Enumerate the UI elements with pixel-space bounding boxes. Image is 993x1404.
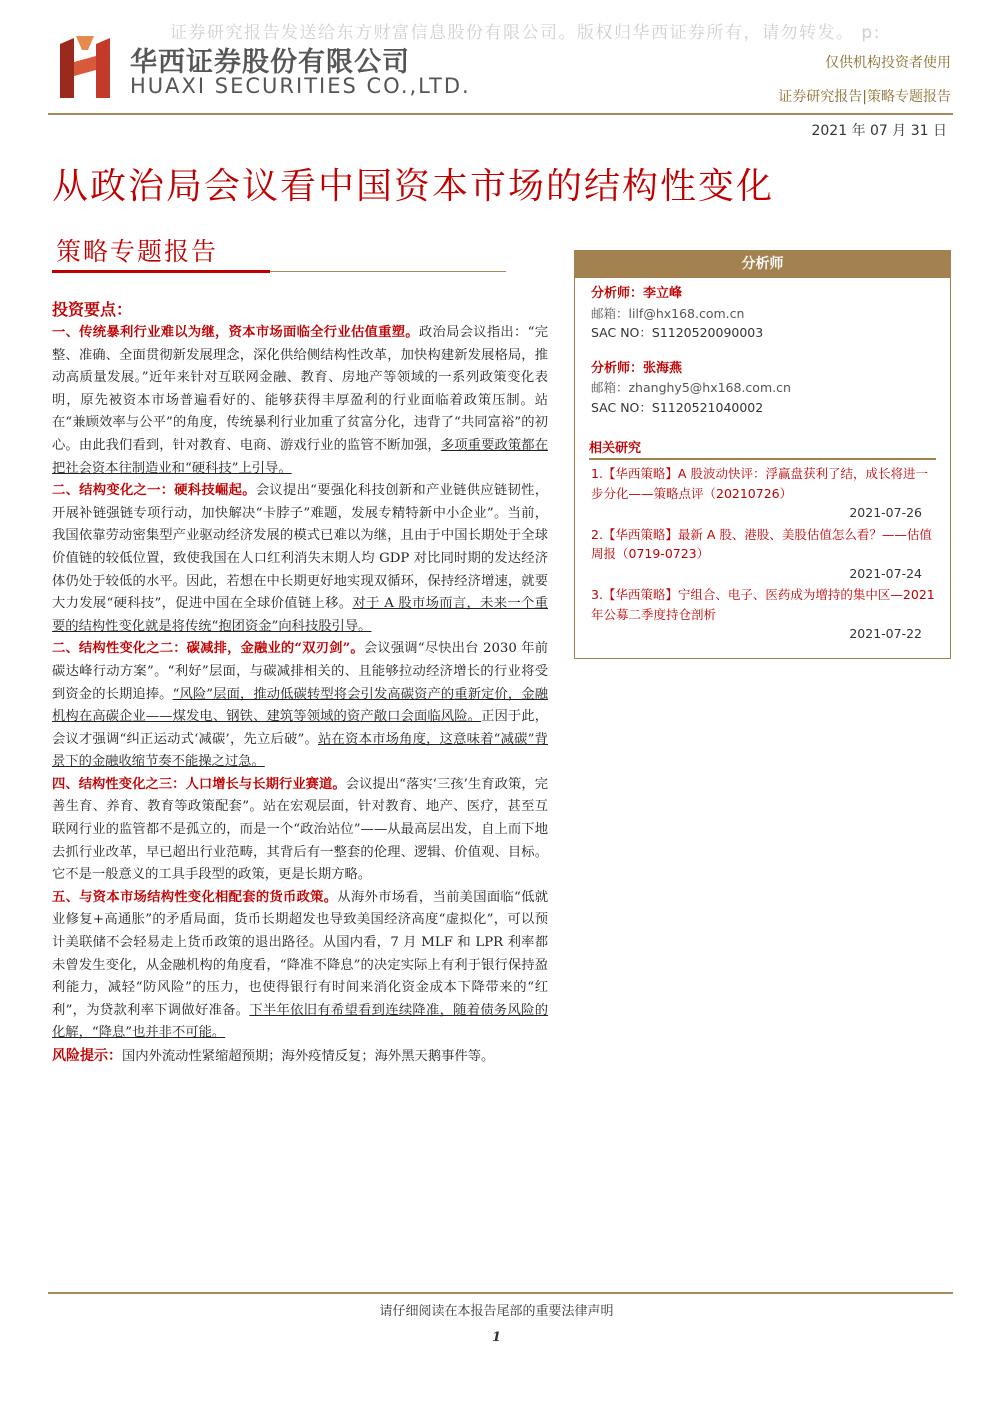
- related-research-list: [575, 460, 950, 658]
- point-2: [52, 480, 548, 638]
- company-name-en: HUAXI SECURITIES CO.,LTD.: [130, 74, 471, 98]
- key-points-title: 投资要点：: [52, 300, 133, 319]
- watermark-text: 证券研究报告发送给东方财富信息股份有限公司。版权归华西证券所有，请勿转发。 p:: [170, 23, 881, 43]
- related-item-date: 2021-07-22: [849, 626, 922, 641]
- related-item[interactable]: 2.【华西策略】最新 A 股、港股、美股估值怎么看？——估值周报（0719-0723）: [591, 526, 932, 561]
- sidebar-box: [574, 278, 951, 659]
- section-rule-red: [52, 270, 270, 273]
- point-1-body: 政治局会议指出：“完整、准确、全面贯彻新发展理念，深化供给侧结构性改革，加快构建新发展格局，推动高质量发展。”近年来针对互联网金融、教育、房地产等领域的一系列政策变化表明，原先被资本市场普遍看好的、能够获得丰厚盈利的行业面临着政策压制。站在“兼顾效率与公平”的角度，传统暴利行业加重了贫富分化，违背了“共同富裕”的初心。由此我们看到，针对教育、电商、游戏行业的监管不断加强，: [52, 325, 548, 453]
- main-column: [52, 298, 548, 1069]
- point-4-heading: 四、结构性变化之三：人口增长与长期行业赛道。: [52, 776, 346, 792]
- header-divider: [48, 113, 953, 115]
- analyst-email[interactable]: 邮箱：lilf@hx168.com.cn: [591, 305, 745, 321]
- point-3-highlight-2: 站在资本市场角度，这意味着“减碳”背景下的金融收缩节奏不能操之过急。: [52, 731, 548, 770]
- point-2-body: 会议提出“要强化科技创新和产业链供应链韧性，开展补链强链专项行动，加快解决“卡脖子”难题，发展专精特新中小企业”。当前，我国依靠劳动密集型产业驱动经济发展的模式已难以为继，且由于中国长期处于全球价值链的较低位置，致使我国在人口红利消失末期人均 GDP 对比同时期的发达经济体仍处于较低的水平。因此，若想在中长期更好地实现双循环，保持经济增速，就要大力发展“硬科技”，促进中国在全球价值链上移。: [52, 483, 548, 612]
- point-1: [52, 322, 548, 480]
- related-item-date: 2021-07-24: [849, 565, 922, 581]
- point-5: [52, 887, 548, 1045]
- analyst-sac: SAC NO：S1120521040002: [591, 399, 764, 415]
- analyst-name: 分析师：李立峰: [591, 286, 683, 301]
- analyst-sac: SAC NO：S1120520090003: [591, 325, 764, 340]
- risk-label: 风险提示：: [52, 1048, 122, 1064]
- legal-note: 请仔细阅读在本报告尾部的重要法律声明: [379, 1304, 614, 1319]
- section-label: 策略专题报告: [56, 237, 219, 266]
- analyst-email[interactable]: 邮箱：zhanghy5@hx168.com.cn: [591, 380, 791, 395]
- point-3-highlight-1: “风险”层面，推动低碳转型将会引发高碳资产的重新定价，金融机构在高碳企业——煤发电、钢铁、建筑等领域的资产敞口会面临风险。: [52, 686, 548, 725]
- sidebar: [574, 250, 951, 659]
- point-3-body-2: 正因于此，会议才强调“纠正运动式‘减碳’，先立后破”。: [52, 709, 549, 747]
- audience-note: 仅供机构投资者使用: [825, 55, 951, 71]
- point-5-body: 从海外市场看，当前美国面临“低就业修复+高通胀”的矛盾局面，货币长期超发也导致美国经济高度“虚拟化”，可以预计美联储不会轻易走上货币政策的退出路径。从国内看，7 月 MLF 和 LPR 利率都未曾发生变化，从金融机构的角度看，“降准不降息”的决定实际上有利于银行保持盈利能力，减轻“防风险”的压力，也使得银行有时间来消化资金成本下降带来的“红利”，为贷款利率下调做好准备。: [52, 889, 548, 1018]
- page-number: 1: [491, 1330, 502, 1345]
- related-item-date: 2021-07-26: [849, 505, 922, 520]
- section-rule-gold: [270, 271, 506, 272]
- related-item[interactable]: 3.【华西策略】宁组合、电子、医药成为增持的集中区—2021 年公募二季度持仓剖析: [591, 587, 935, 622]
- point-2-highlight: 对于 A 股市场而言，未来一个重要的结构性变化就是将传统“抱团资金”向科技股引导。: [52, 596, 548, 634]
- point-4: [52, 774, 548, 887]
- point-3: [52, 638, 548, 774]
- analyst-header: 分析师: [574, 250, 951, 278]
- report-date: 2021 年 07 月 31 日: [811, 123, 947, 139]
- point-3-heading: 二、结构性变化之二：碳减排，金融业的“双刃剑”。: [52, 641, 364, 657]
- related-item[interactable]: 1.【华西策略】A 股波动快评：浮赢盘获利了结，成长将进一步分化——策略点评（20210726）: [591, 466, 928, 501]
- point-5-highlight: 下半年依旧有希望看到连续降准，随着债务风险的化解，“降息”也并非不可能。: [52, 1002, 548, 1041]
- report-title: 从政治局会议看中国资本市场的结构性变化: [52, 166, 775, 207]
- point-1-heading: 一、传统暴利行业难以为继，资本市场面临全行业估值重塑。: [52, 325, 419, 340]
- point-3-body: 会议强调“尽快出台 2030 年前碳达峰行动方案”。“利好”层面，与碳减排相关的、且能够拉动经济增长的行业将受到资金的长期追捧。: [52, 641, 549, 702]
- risk-body: 国内外流动性紧缩超预期；海外疫情反复；海外黑天鹅事件等。: [122, 1049, 495, 1064]
- analyst-card: [575, 343, 950, 418]
- risk-note: [52, 1045, 548, 1069]
- point-5-heading: 五、与资本市场结构性变化相配套的货币政策。: [52, 889, 338, 905]
- analyst-card: [575, 278, 950, 343]
- analyst-name: 分析师：张海燕: [591, 360, 683, 376]
- huaxi-logo-icon: [60, 36, 112, 98]
- point-4-body: 会议提出“落实‘三孩’生育政策，完善生育、养育、教育等政策配套”。站在宏观层面，针对教育、地产、医疗，甚至互联网行业的监管都不是孤立的，而是一个“政治站位”——从最高层出发，自上而下地去抓行业改革，早已超出行业范畴，其背后有一整套的伦理、逻辑、价值观、目标。它不是一般意义的工具手段型的政策，更是长期方略。: [52, 776, 548, 883]
- report-type: 证券研究报告|策略专题报告: [778, 89, 951, 105]
- point-2-heading: 二、结构变化之一：硬科技崛起。: [52, 483, 256, 499]
- point-1-highlight: 多项重要政策都在把社会资本往制造业和“硬科技”上引导。: [52, 437, 548, 476]
- footer-divider: [48, 1292, 953, 1294]
- related-research-header: 相关研究: [589, 437, 936, 460]
- company-name-cn: 华西证券股份有限公司: [130, 47, 410, 78]
